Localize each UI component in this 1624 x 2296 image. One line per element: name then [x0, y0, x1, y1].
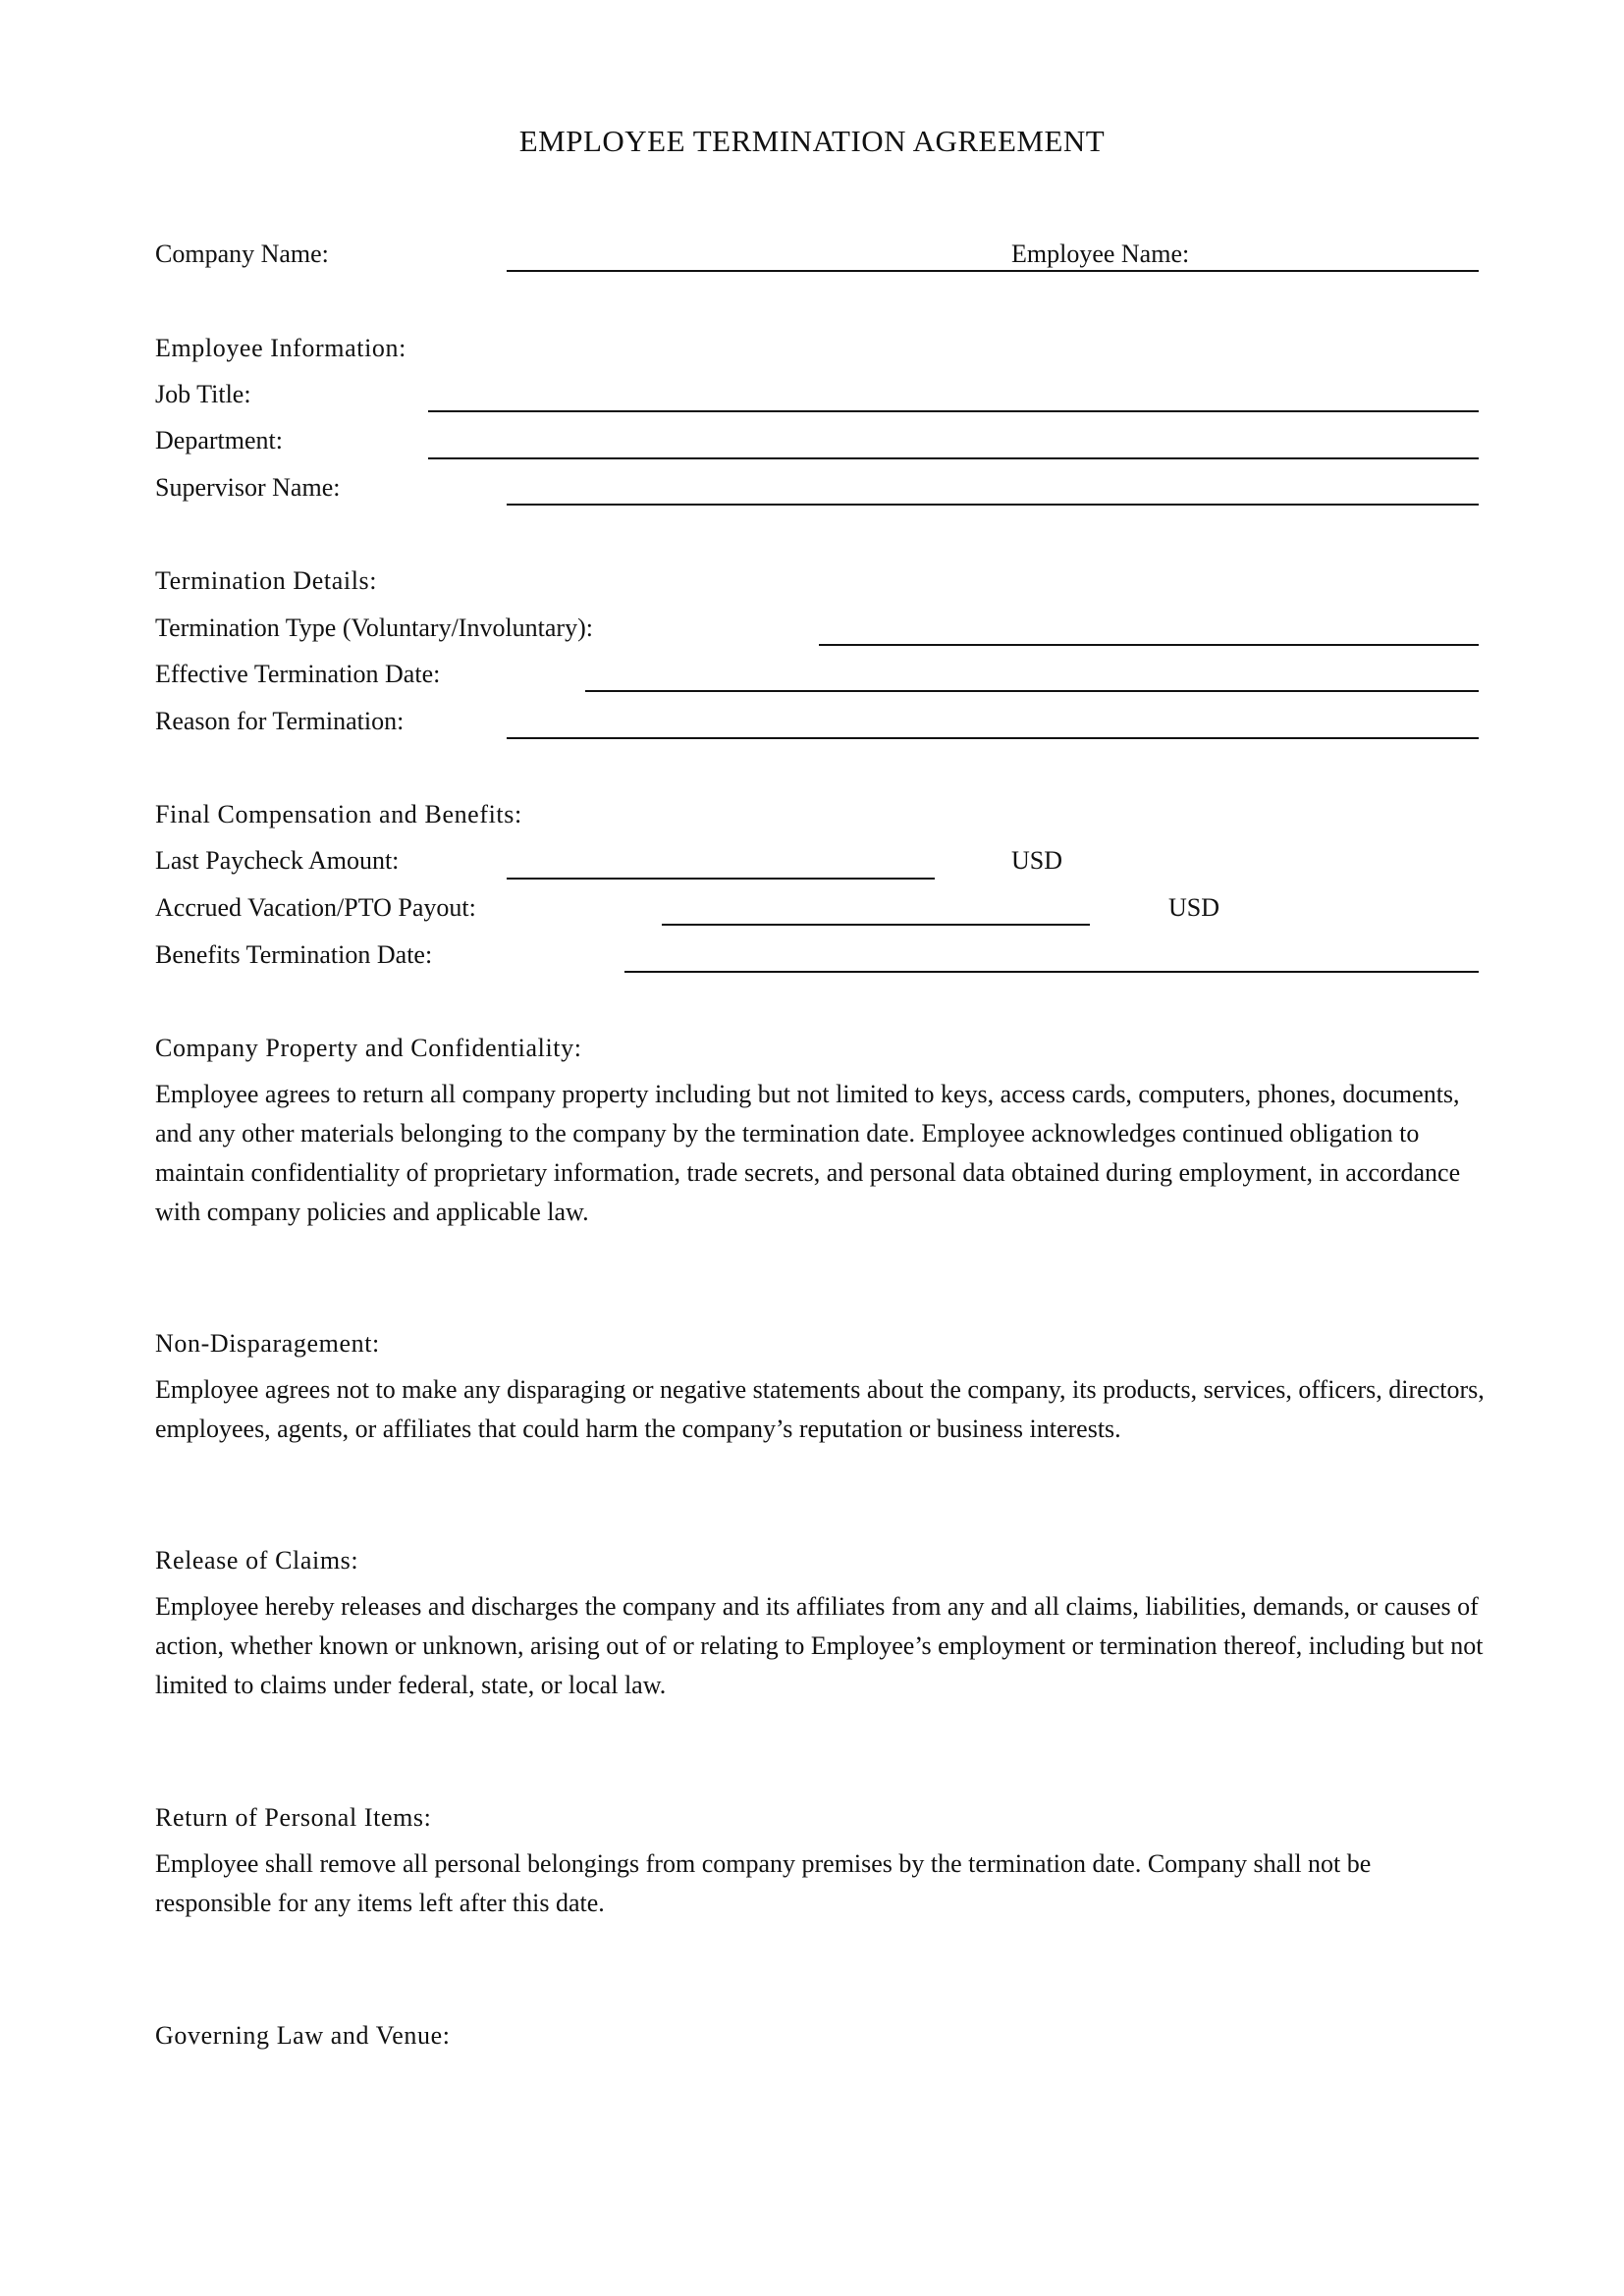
employee-name-label: Employee Name: — [1011, 240, 1190, 268]
department-label: Department: — [155, 426, 283, 454]
release-of-claims-heading: Release of Claims: — [155, 1546, 359, 1575]
supervisor-name-label: Supervisor Name: — [155, 473, 341, 502]
compensation-heading: Final Compensation and Benefits: — [155, 800, 522, 828]
personal-items-heading: Return of Personal Items: — [155, 1803, 432, 1832]
property-confidentiality-heading: Company Property and Confidentiality: — [155, 1034, 582, 1062]
employee-information-heading: Employee Information: — [155, 334, 406, 362]
department-field[interactable] — [428, 457, 1479, 459]
pto-payout-field[interactable] — [662, 924, 1090, 926]
benefits-termination-date-field[interactable] — [624, 971, 1479, 973]
last-paycheck-currency: USD — [1011, 846, 1063, 875]
termination-details-heading: Termination Details: — [155, 566, 378, 595]
effective-termination-date-field[interactable] — [585, 690, 1479, 692]
last-paycheck-label: Last Paycheck Amount: — [155, 846, 400, 875]
supervisor-name-field[interactable] — [507, 504, 1479, 506]
non-disparagement-heading: Non-Disparagement: — [155, 1329, 380, 1358]
governing-law-heading: Governing Law and Venue: — [155, 2021, 451, 2050]
reason-for-termination-field[interactable] — [507, 737, 1479, 739]
company-name-label: Company Name: — [155, 240, 329, 268]
company-name-field[interactable] — [507, 270, 1479, 272]
pto-payout-currency: USD — [1168, 893, 1220, 922]
reason-for-termination-label: Reason for Termination: — [155, 707, 405, 735]
release-of-claims-text: Employee hereby releases and discharges the company and its affiliates from any and all claims, liabilities, demands, or causes of action, whether known or unknown, arising out of or relating to Employee’s employment or termination thereof, including but not limited to claims under federal, state, or local law. — [155, 1592, 1484, 1699]
last-paycheck-field[interactable] — [507, 878, 935, 880]
job-title-field[interactable] — [428, 410, 1479, 412]
job-title-label: Job Title: — [155, 380, 251, 408]
document-title: EMPLOYEE TERMINATION AGREEMENT — [518, 124, 1106, 158]
property-confidentiality-text: Employee agrees to return all company property including but not limited to keys, access cards, computers, phones, documents, and any other materials belonging to the company by the termination date. Employee acknowledges continued obligation to maintain confidentiality of proprietary information, trade secrets, and personal data obtained during employment, in accordance with company policies and applicable law. — [155, 1080, 1461, 1226]
non-disparagement-text: Employee agrees not to make any disparaging or negative statements about the company, its products, services, officers, directors, employees, agents, or affiliates that could harm the company’s reputation or business interests. — [155, 1375, 1485, 1443]
effective-termination-date-label: Effective Termination Date: — [155, 660, 441, 688]
benefits-termination-date-label: Benefits Termination Date: — [155, 940, 433, 969]
pto-payout-label: Accrued Vacation/PTO Payout: — [155, 893, 476, 922]
termination-type-label: Termination Type (Voluntary/Involuntary): — [155, 614, 593, 642]
termination-type-field[interactable] — [819, 644, 1479, 646]
personal-items-text: Employee shall remove all personal belongings from company premises by the termination date. Company shall not be responsible for any items left after this date. — [155, 1849, 1372, 1917]
